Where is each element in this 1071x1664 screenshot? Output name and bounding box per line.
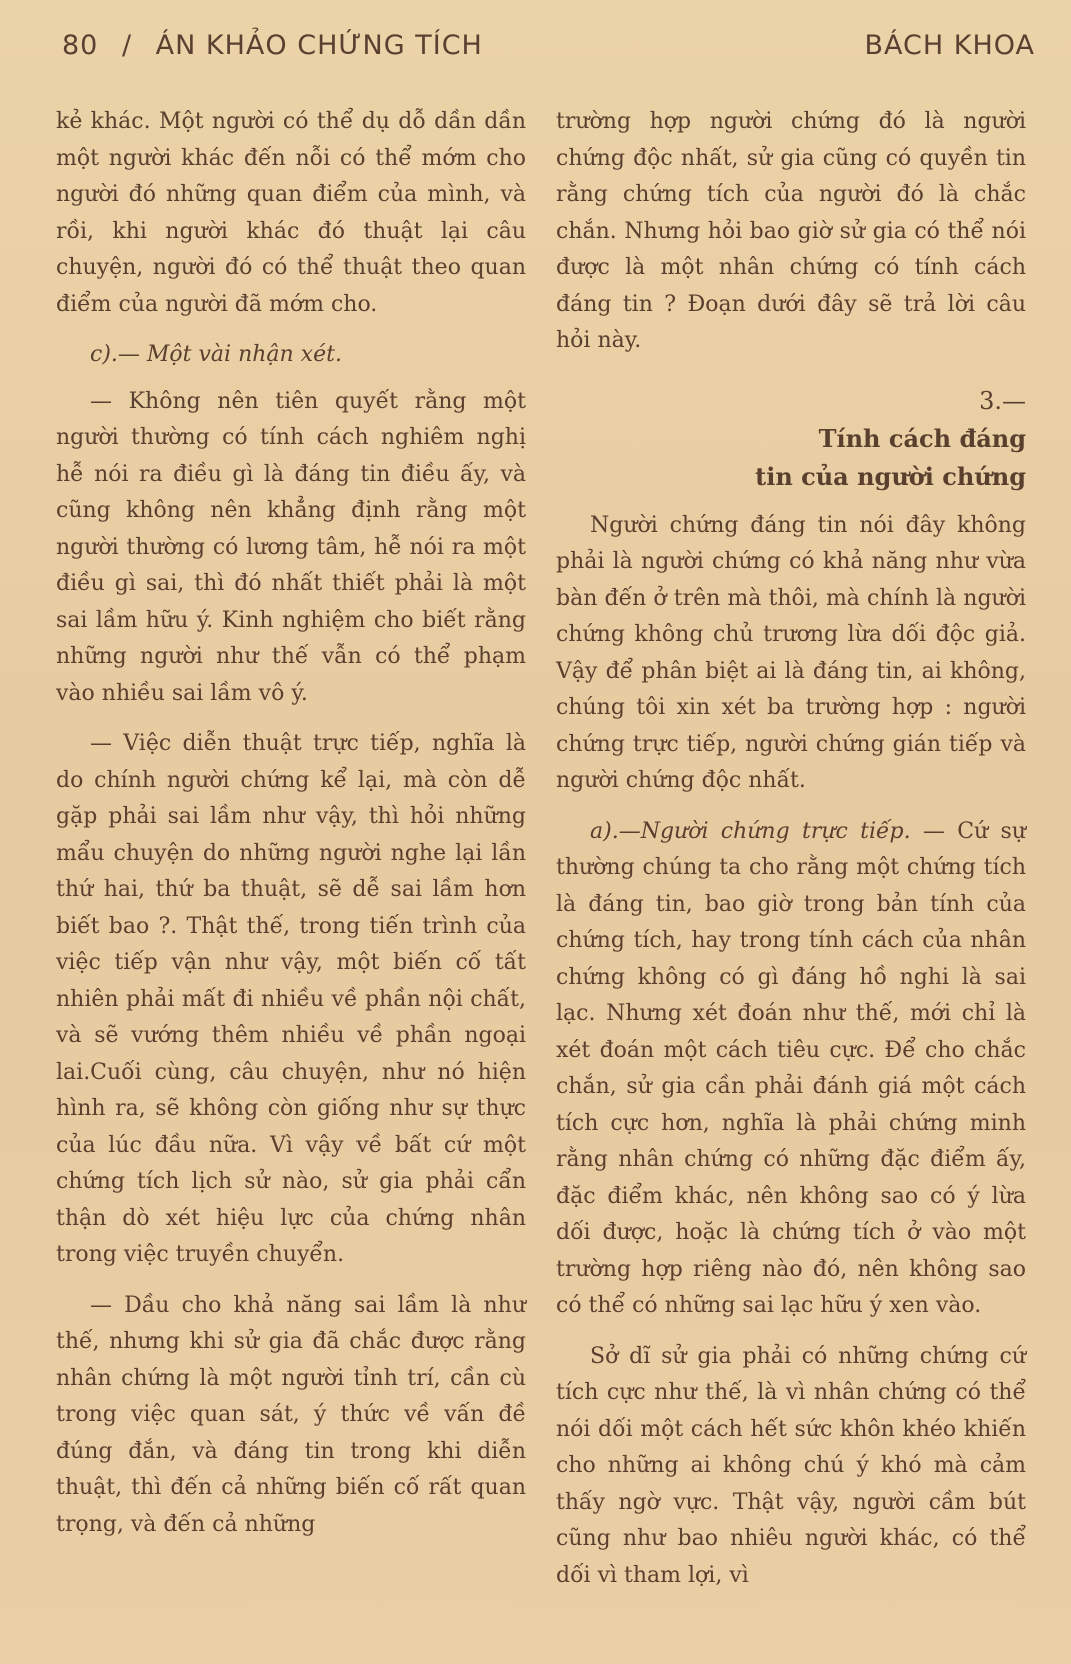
left-column xyxy=(56,104,526,1557)
subheading-remarks: c).— Một vài nhận xét. xyxy=(90,342,342,367)
paragraph: — Dầu cho khả năng sai lầm là như thế, nhưng khi sử gia đã chắc được rằng nhân chứng là một người tỉnh trí, cần cù trong việc quan sát, ý thức về vấn đề đúng đắn, và đáng tin trong khi diễn thuật, thì đến cả những biến cố rất quan trọng, và đến cả những xyxy=(56,1292,526,1537)
section-title-line1: Tính cách đáng xyxy=(818,423,1026,453)
right-column xyxy=(556,104,1026,1608)
subheading-direct-witness: a).—Người chứng trực tiếp. xyxy=(590,818,911,844)
paragraph: trường hợp người chứng đó là người chứng độc nhất, sử gia cũng có quyền tin rằng chứng tích của người đó là chắc chắn. Nhưng hỏi bao giờ sử gia có thể nói được là một nhân chứng có tính cách đáng tin ? Đoạn dưới đây sẽ trả lời câu hỏi này. xyxy=(556,109,1026,353)
paragraph: kẻ khác. Một người có thể dụ dỗ dần dần một người khác đến nỗi có thể mớm cho người đó những quan điểm của mình, và rồi, khi người khác đó thuật lại câu chuyện, người đó có thể thuật theo quan điểm của người đã mớm cho. xyxy=(56,109,526,317)
page-number: 80 xyxy=(62,30,99,61)
paragraph: — Việc diễn thuật trực tiếp, nghĩa là do chính người chứng kể lại, mà còn dễ gặp phải sai lầm như vậy, thì hỏi những mẩu chuyện do những người nghe lại lần thứ hai, thứ ba thuật, sẽ dễ sai lầm hơn biết bao ?. Thật thế, trong tiến trình của việc tiếp vận như vậy, một biến cố tất nhiên phải mất đi nhiều về phần nội chất, và sẽ vướng thêm nhiều về phần ngoại lai.Cuối cùng, câu chuyện, như nó hiện hình ra, sẽ không còn giống như sự thực của lúc đầu nữa. Vì vậy về bất cứ một chứng tích lịch sử nào, sử gia phải cẩn thận dò xét hiệu lực của chứng nhân trong việc truyền chuyển. xyxy=(56,731,526,1267)
paragraph-direct-witness xyxy=(556,814,1026,1325)
header-separator: / xyxy=(121,30,133,61)
section-heading-line1 xyxy=(556,382,1026,458)
page-header xyxy=(62,30,1035,70)
paragraph-text: — Cứ sự thường chúng ta cho rằng một chứng tích là đáng tin, bao giờ trong bản tính của chứng tích, hay trong tính cách của nhân chứng không có gì đáng hồ nghi là sai lạc. Nhưng xét đoán như thế, mới chỉ là xét đoán một cách tiêu cực. Để cho chắc chắn, sử gia cần phải đánh giá một cách tích cực hơn, nghĩa là phải chứng minh rằng nhân chứng có những đặc điểm ấy, đặc điểm khác, nên không sao có ý lừa dối được, hoặc là chứng tích ở vào một trường hợp riêng nào đó, nên không sao có thể có những sai lạc hữu ý xen vào. xyxy=(556,818,1026,1318)
magazine-name: BÁCH KHOA xyxy=(864,30,1035,61)
header-left xyxy=(62,30,483,61)
section-running-title: ÁN KHẢO CHỨNG TÍCH xyxy=(155,30,483,61)
paragraph: Sở dĩ sử gia phải có những chứng cứ tích cực như thế, là vì nhân chứng có thể nói dối một cách hết sức khôn khéo khiến cho những ai không chú ý khó mà cảm thấy ngờ vực. Thật vậy, người cầm bút cũng như bao nhiêu người khác, có thể dối vì tham lợi, vì xyxy=(556,1343,1026,1588)
paragraph: Người chứng đáng tin nói đây không phải là người chứng có khả năng như vừa bàn đến ở trên mà thôi, mà chính là người chứng không chủ trương lừa dối độc giả. Vậy để phân biệt ai là đáng tin, ai không, chúng tôi xin xét ba trường hợp : người chứng trực tiếp, người chứng gián tiếp và người chứng độc nhất. xyxy=(556,512,1026,793)
section-heading xyxy=(556,382,1026,496)
section-title-line2: tin của người chứng xyxy=(755,461,1026,491)
paragraph: — Không nên tiên quyết rằng một người thường có tính cách nghiêm nghị hễ nói ra điều gì là đáng tin điều ấy, và cũng không nên khẳng định rằng một người thường có lương tâm, hễ nói ra một điều gì sai, thì đó nhất thiết phải là một sai lầm hữu ý. Kinh nghiệm cho biết rằng những người như thế vẫn có thể phạm vào nhiều sai lầm vô ý. xyxy=(56,388,526,706)
section-number: 3.— xyxy=(979,386,1026,415)
